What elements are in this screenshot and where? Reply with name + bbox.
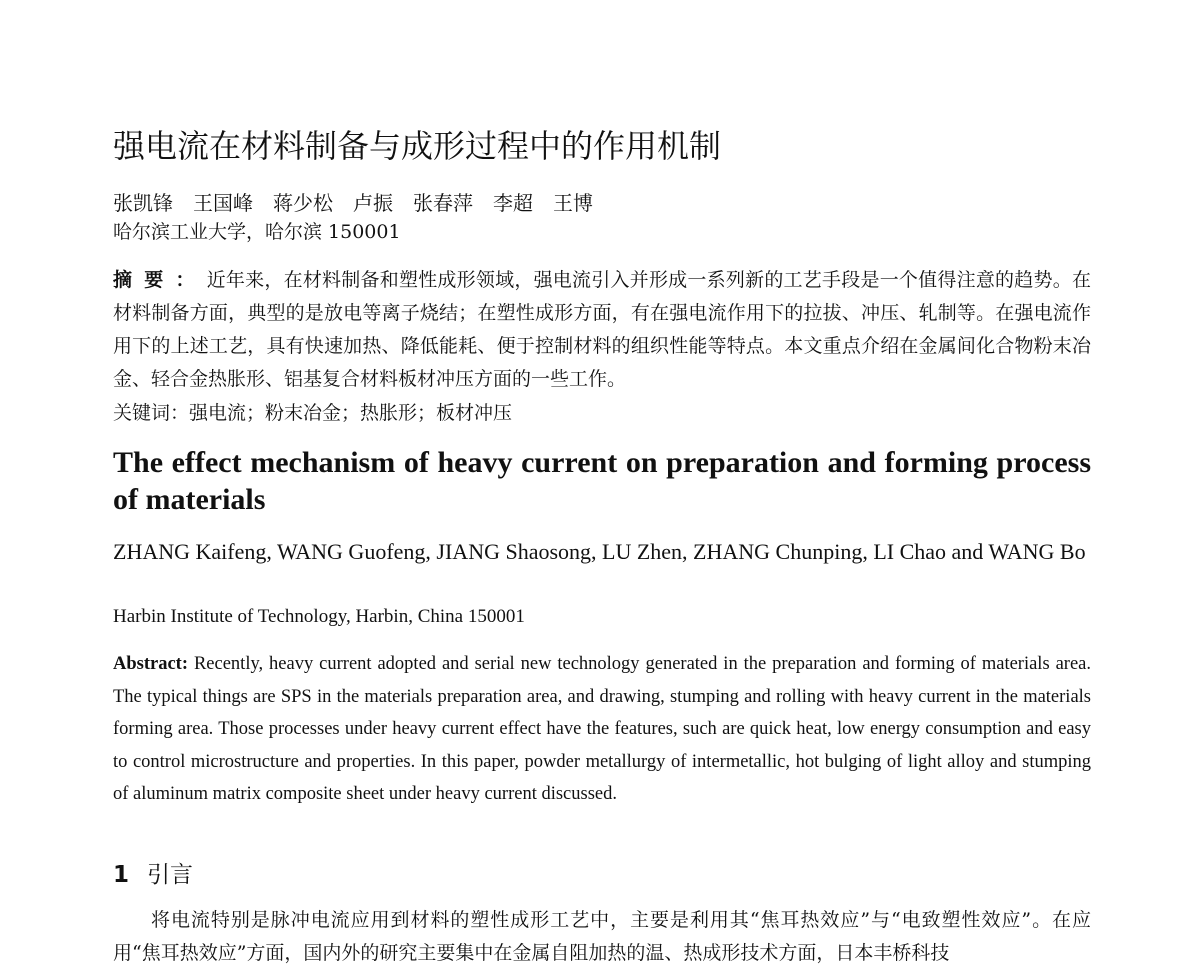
chinese-affiliation: 哈尔滨工业大学，哈尔滨 150001 — [113, 221, 401, 243]
english-abstract — [113, 648, 1091, 811]
chinese-abstract-text: 近年来，在材料制备和塑性成形领域，强电流引入并形成一系列新的工艺手段是一个值得注意的趋势。在材料制备方面，典型的是放电等离子烧结；在塑性成形方面，有在强电流作用下的拉拔、冲压、轧制等。在强电流作用下的上述工艺，具有快速加热、降低能耗、便于控制材料的组织性能等特点。本文重点介绍在金属间化合物粉末冶金、轻合金热胀形、铝基复合材料板材冲压方面的一些工作。 — [113, 269, 1091, 390]
chinese-abstract — [113, 264, 1091, 396]
chinese-title: 强电流在材料制备与成形过程中的作用机制 — [113, 127, 722, 165]
english-title: The effect mechanism of heavy current on preparation and forming process of materials — [113, 446, 1091, 516]
chinese-keywords: 关键词：强电流；粉末冶金；热胀形；板材冲压 — [113, 402, 513, 424]
english-abstract-label: Abstract: — [113, 654, 189, 674]
body-paragraph: 将电流特别是脉冲电流应用到材料的塑性成形工艺中，主要是利用其“焦耳热效应”与“电致塑性效应”。在应用“焦耳热效应”方面，国内外的研究主要集中在金属自阻加热的温、热成形技术方面，日本丰桥科技 — [113, 909, 1091, 964]
english-authors: ZHANG Kaifeng, WANG Guofeng, JIANG Shaosong, LU Zhen, ZHANG Chunping, LI Chao and WANG Bo — [113, 539, 1086, 564]
english-abstract-text: Recently, heavy current adopted and serial new technology generated in the preparation and forming of materials area. The typical things are SPS in the materials preparation area, and drawing, stumping and rolling with heavy current in the materials forming area. Those processes under heavy current effect have the features, such are quick heat, low energy consumption and easy to control microstructure and properties. In this paper, powder metallurgy of intermetallic, hot bulging of light alloy and stumping of aluminum matrix composite sheet under heavy current discussed. — [113, 654, 1091, 804]
english-affiliation: Harbin Institute of Technology, Harbin, China 150001 — [113, 606, 525, 627]
chinese-abstract-label: 摘要： — [113, 269, 207, 291]
section-heading — [113, 859, 1091, 891]
section-title: 引言 — [147, 862, 194, 888]
section-number: 1 — [113, 862, 130, 888]
chinese-authors: 张凯锋 王国峰 蒋少松 卢振 张春萍 李超 王博 — [113, 191, 593, 215]
